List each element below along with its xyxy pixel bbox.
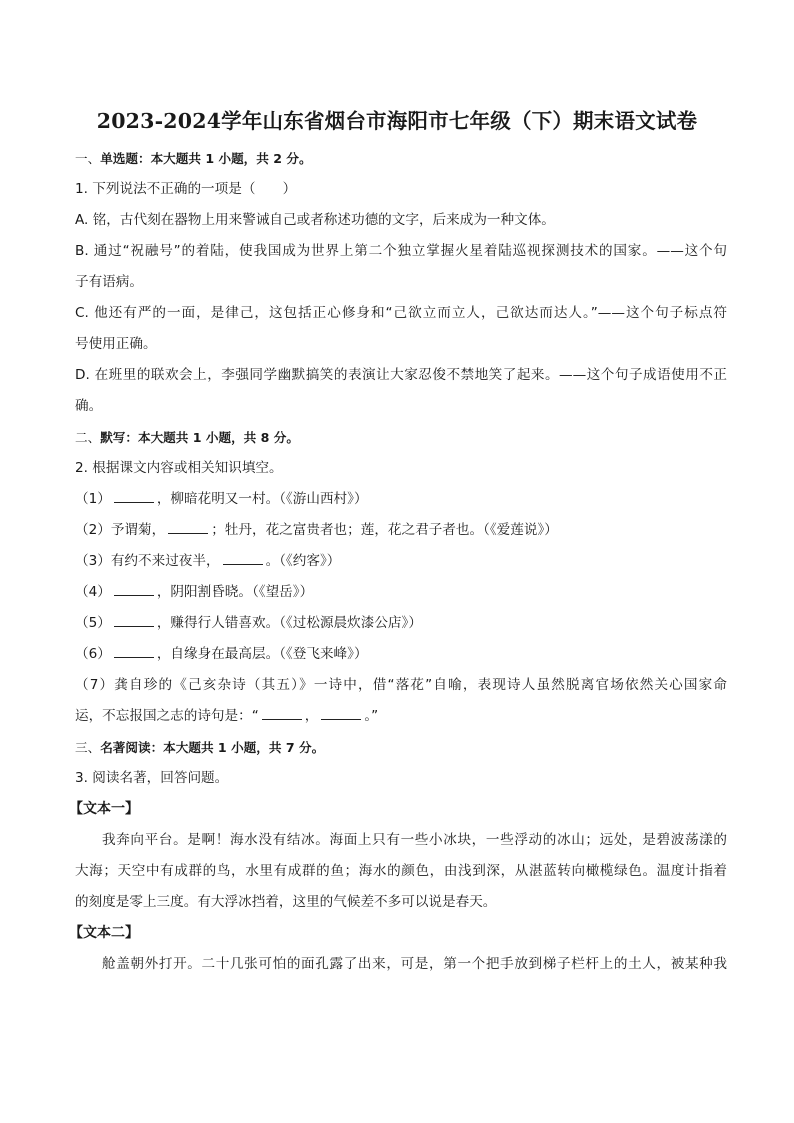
section-index: 三、 <box>75 740 101 755</box>
option-d-line-1: D. 在班里的联欢会上，李强同学幽默搞笑的表演让大家忍俊不禁地笑了起来。——这个句子成语使用不正 <box>75 367 727 383</box>
fill-item-3: （3）有约不来过夜半， 。（《约客》） <box>75 553 341 569</box>
fill-item-6: （6） ，自缘身在最高层。（《登飞来峰》） <box>75 646 368 662</box>
exam-body <box>69 143 727 980</box>
section-label: 名著阅读 <box>100 740 151 755</box>
option-a: A. 铭，古代刻在器物上用来警诫自己或者称述功德的文字，后来成为一种文体。 <box>75 212 555 228</box>
fill-item-7-line-1: （7）龚自珍的《己亥杂诗（其五）》一诗中，借“落花”自喻，表现诗人虽然脱离官场依然关心国家命 <box>75 677 727 693</box>
text-1-paragraph-line: 大海；天空中有成群的鸟，水里有成群的鱼；海水的颜色，由浅到深，从湛蓝转向橄榄绿色。温度计指着 <box>75 863 727 879</box>
answer-blank[interactable] <box>321 719 361 720</box>
section-index: 一、 <box>75 151 101 166</box>
section-info: 本大题共 1 小题，共 8 分。 <box>137 430 299 445</box>
question-2-stem: 2. 根据课文内容或相关知识填空。 <box>75 460 283 476</box>
page-title: 2023-2024学年山东省烟台市海阳市七年级（下）期末语文试卷 <box>96 109 698 133</box>
text-2-paragraph-line: 舱盖朝外打开。二十几张可怕的面孔露了出来，可是，第一个把手放到梯子栏杆上的土人，被某种我 <box>102 956 727 972</box>
answer-blank[interactable] <box>168 533 208 534</box>
fill-item-1: （1） ，柳暗花明又一村。（《游山西村》） <box>75 491 368 507</box>
option-c-line-1: C. 他还有严的一面，是律己，这包括正心修身和“己欲立而立人，己欲达而达人。”——这个句子标点符 <box>75 305 727 321</box>
text-1-label: 【文本一】 <box>69 801 139 817</box>
section-header-3: 三、名著阅读：本大题共 1 小题，共 7 分。 <box>75 740 325 755</box>
section-index: 二、 <box>75 430 101 445</box>
answer-blank[interactable] <box>114 657 154 658</box>
fill-item-7-line-2: 运，不忘报国之志的诗句是：“ ， 。” <box>75 708 379 724</box>
answer-blank[interactable] <box>114 502 154 503</box>
fill-item-2: （2）予谓菊， ；牡丹，花之富贵者也；莲，花之君子者也。（《爱莲说》） <box>75 522 558 538</box>
section-header-2: 二、默写：本大题共 1 小题，共 8 分。 <box>75 430 299 445</box>
fill-item-5: （5） ，赚得行人错喜欢。（《过松源晨炊漆公店》） <box>75 615 422 631</box>
section-label: 单选题 <box>100 151 138 166</box>
option-b-line-2: 子有语病。 <box>75 274 143 290</box>
text-1-paragraph-line: 我奔向平台。是啊！海水没有结冰。海面上只有一些小冰块，一些浮动的冰山；远处，是碧波荡漾的 <box>102 832 727 848</box>
section-info: 本大题共 1 小题，共 7 分。 <box>163 740 325 755</box>
answer-blank[interactable] <box>262 719 302 720</box>
answer-blank[interactable] <box>114 595 154 596</box>
text-1-paragraph-line: 的刻度是零上三度。有大浮冰挡着，这里的气候差不多可以说是春天。 <box>75 894 497 910</box>
answer-blank[interactable] <box>114 626 154 627</box>
section-info: 本大题共 1 小题，共 2 分。 <box>150 151 312 166</box>
option-c-line-2: 号使用正确。 <box>75 336 157 352</box>
question-1-stem: 1. 下列说法不正确的一项是（ ） <box>75 181 297 197</box>
answer-blank[interactable] <box>223 564 263 565</box>
text-2-label: 【文本二】 <box>69 925 139 941</box>
question-3-stem: 3. 阅读名著，回答问题。 <box>75 770 229 786</box>
section-label: 默写 <box>100 430 126 445</box>
option-b-line-1: B. 通过“祝融号”的着陆，使我国成为世界上第二个独立掌握火星着陆巡视探测技术的国家。——这个句 <box>75 243 727 259</box>
option-d-line-2: 确。 <box>75 398 103 414</box>
fill-item-4: （4） ，阴阳割昏晓。（《望岳》） <box>75 584 314 600</box>
section-header-1: 一、单选题：本大题共 1 小题，共 2 分。 <box>75 151 312 166</box>
